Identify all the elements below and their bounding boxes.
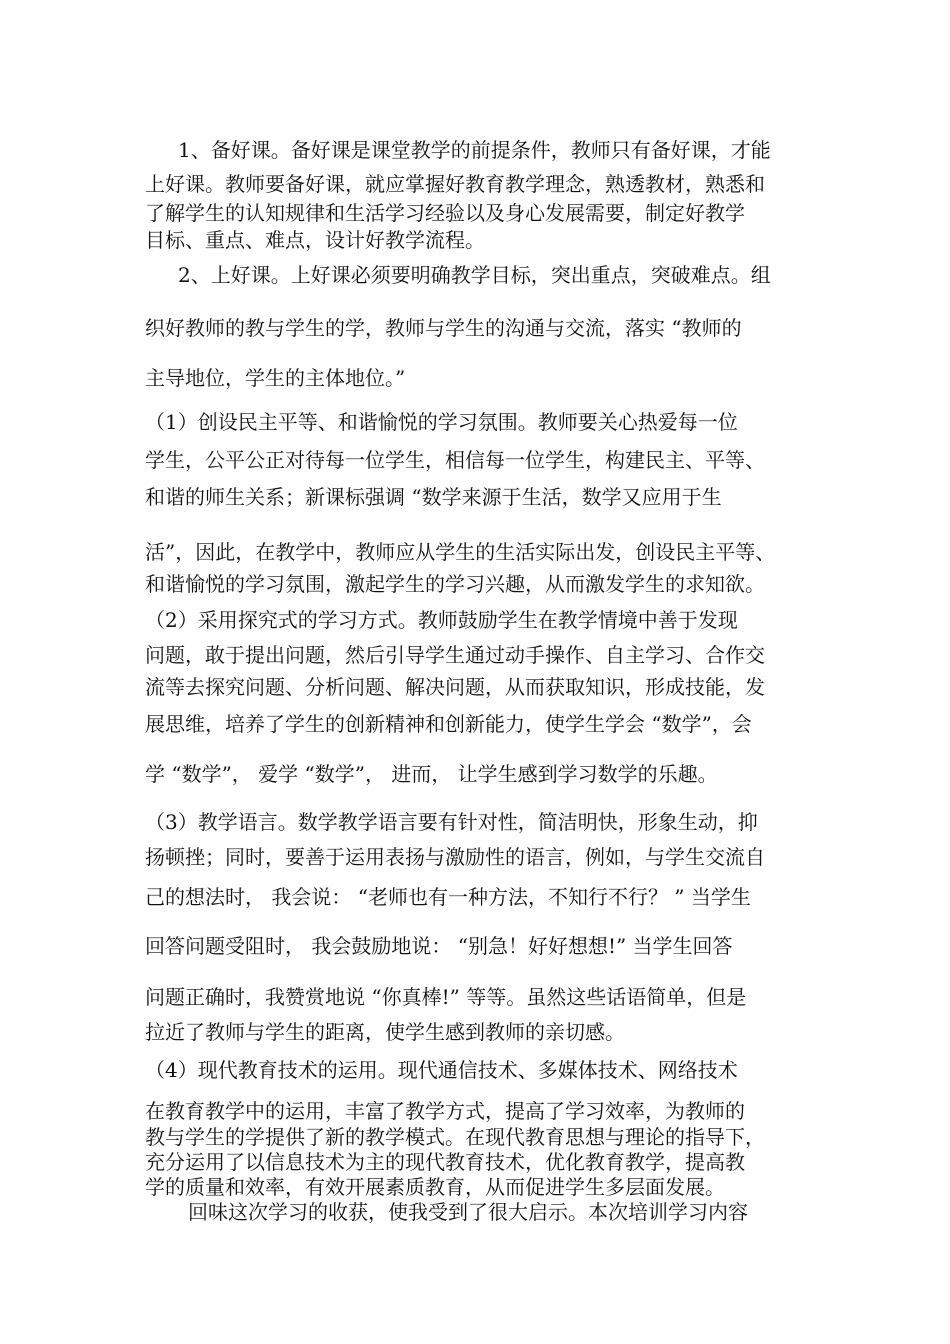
paragraph-1-line-2: 上好课。教师要备好课，就应掌握好教育教学理念，熟透教材，熟悉和 [145, 172, 765, 196]
paragraph-5-line-4: 回答问题受阻时， 我会鼓励地说： “别急！好好想想!” 当学生回答 [145, 934, 733, 958]
paragraph-6-line-1: （4）现代教育技术的运用。现代通信技术、多媒体技术、网络技术 [145, 1058, 738, 1082]
paragraph-5-line-2: 扬顿挫；同时，要善于运用表扬与激励性的语言，例如，与学生交流自 [145, 845, 765, 869]
paragraph-3-line-2: 学生，公平公正对待每一位学生，相信每一位学生，构建民主、平等、 [145, 448, 765, 472]
paragraph-5-line-3: 己的想法时， 我会说： “老师也有一种方法，不知行不行？ ” 当学生 [145, 885, 751, 909]
paragraph-1-line-3: 了解学生的认知规律和生活学习经验以及身心发展需要，制定好教学 [145, 201, 745, 225]
paragraph-2-line-1: 2、上好课。上好课必须要明确教学目标，突出重点，突破难点。组 [178, 263, 771, 287]
paragraph-5-line-6: 拉近了教师与学生的距离，使学生感到教师的亲切感。 [145, 1020, 625, 1044]
paragraph-4-line-5: 学 “数学”， 爱学 “数学”， 进而， 让学生感到学习数学的乐趣。 [145, 762, 718, 786]
paragraph-4-line-4: 展思维，培养了学生的创新精神和创新能力，使学生学会 “数学”，会 [145, 712, 752, 736]
paragraph-5-line-5: 问题正确时，我赞赏地说 “你真棒!” 等等。虽然这些话语简单，但是 [145, 985, 747, 1009]
paragraph-3-line-4: 活”，因此，在教学中，教师应从学生的生活实际出发，创设民主平等、 [145, 540, 776, 564]
paragraph-4-line-2: 问题，敢于提出问题，然后引导学生通过动手操作、自主学习、合作交 [145, 643, 765, 667]
paragraph-5-line-1: （3）教学语言。数学教学语言要有针对性，简洁明快，形象生动，抑 [145, 810, 758, 834]
paragraph-6-line-4: 充分运用了以信息技术为主的现代教育技术，优化教育教学，提高教 [145, 1150, 745, 1174]
paragraph-1-line-4: 目标、重点、难点，设计好教学流程。 [145, 228, 485, 252]
paragraph-3-line-5: 和谐愉悦的学习氛围，激起学生的学习兴趣，从而激发学生的求知欲。 [145, 572, 765, 596]
paragraph-2-line-3: 主导地位，学生的主体地位。” [145, 366, 406, 390]
paragraph-6-line-2: 在教育教学中的运用，丰富了教学方式，提高了学习效率，为教师的 [145, 1099, 745, 1123]
paragraph-1-line-1: 1、备好课。备好课是课堂教学的前提条件，教师只有备好课，才能 [178, 138, 771, 162]
paragraph-4-line-1: （2）采用探究式的学习方式。教师鼓励学生在教学情境中善于发现 [145, 608, 738, 632]
paragraph-3-line-3: 和谐的师生关系；新课标强调 “数学来源于生活，数学又应用于生 [145, 485, 722, 509]
paragraph-6-line-5: 学的质量和效率，有效开展素质教育，从而促进学生多层面发展。 [145, 1175, 725, 1199]
paragraph-6-line-3: 教与学生的学提供了新的教学模式。在现代教育思想与理论的指导下， [145, 1125, 765, 1149]
paragraph-3-line-1: （1）创设民主平等、和谐愉悦的学习氛围。教师要关心热爱每一位 [145, 410, 738, 434]
paragraph-2-line-2: 织好教师的教与学生的学，教师与学生的沟通与交流，落实 “教师的 [145, 316, 742, 340]
paragraph-7-line-1: 回味这次学习的收获，使我受到了很大启示。本次培训学习内容 [188, 1200, 748, 1224]
paragraph-4-line-3: 流等去探究问题、分析问题、解决问题，从而获取知识，形成技能，发 [145, 675, 765, 699]
